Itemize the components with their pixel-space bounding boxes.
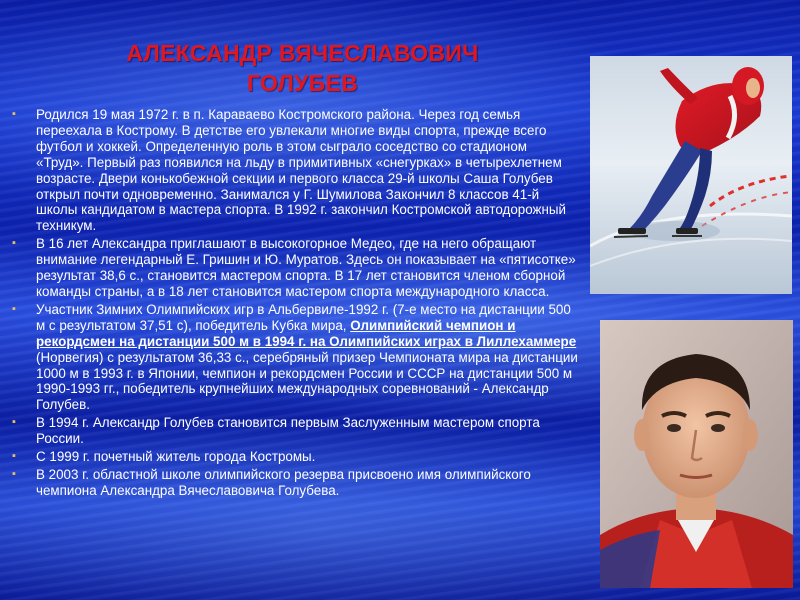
paragraph-text: Родился 19 мая 1972 г. в п. Караваево Костромского района. Через год семья переехала в Кострому. В детстве его увлекали многие виды спорта, прежде всего футбол и хоккей. Определенную роль в этом сыграло соседство со стадионом «Труд». Первый раз появился на льду в примитивных «снегурках» в четырехлетнем возрасте. Двери конькобежной секции и первого класса 29-й школы Саша Голубев открыл почти одновременно. Занимался у Г. Шумилова Закончил 8 классов 41-й школы кандидатом в мастера спорта. В 1992 г. закончил Костромской автодорожный техникум.	[36, 107, 566, 234]
bullet-icon: ▪	[12, 237, 16, 250]
list-item	[8, 107, 578, 234]
bullet-icon: ▪	[12, 302, 16, 315]
paragraph-text: В 2003 г. областной школе олимпийского резерва присвоено имя олимпийского чемпиона Александра Вячеславовича Голубева.	[36, 466, 531, 498]
paragraph-text-before: Участник Зимних Олимпийских игр в Альбервиле-1992 г. (7-е место на дистанции 500 м с результатом 37,51 с), победитель Кубка мира,	[36, 301, 571, 333]
bullet-icon: ▪	[12, 108, 16, 120]
paragraph-text: В 1994 г. Александр Голубев становится первым Заслуженным мастером спорта России.	[36, 415, 540, 447]
bullet-icon: ▪	[12, 416, 16, 429]
slide-title	[30, 38, 575, 98]
title-line-1: АЛЕКСАНДР ВЯЧЕСЛАВОВИЧ	[126, 40, 479, 66]
paragraph-text-after: (Норвегия) с результатом 36,33 с., серебряный призер Чемпионата мира на дистанции 1000 м в 1993 г. в Японии, чемпион и рекордсмен России и СССР на дистанции 500 м 1990-1993 гг., победитель крупнейших международных соревнований - Александр Голубев.	[36, 349, 578, 413]
paragraph-text: В 16 лет Александра приглашают в высокогорное Медео, где на него обращают внимание легендарный Е. Гришин и Ю. Муратов. Здесь он показывает на «пятисотке» результат 38,6 с., становится мастером спорта. В 17 лет становится членом сборной команды страны, а в 18 лет становится мастером спорта международного класса.	[36, 236, 576, 299]
paragraph-text: С 1999 г. почетный житель города Костромы.	[36, 449, 316, 465]
list-item	[8, 449, 578, 465]
list-item	[8, 302, 578, 413]
olympic-champion-highlight: Олимпийский чемпион и рекордсмен на дистанции 500 м в 1994 г. на Олимпийских играх в Лиллехаммере	[36, 317, 577, 349]
biography-list	[8, 107, 578, 501]
bullet-icon: ▪	[12, 450, 16, 463]
list-item	[8, 467, 578, 499]
speed-skater-photo	[590, 56, 792, 294]
portrait-photo	[600, 320, 793, 588]
bullet-icon: ▪	[12, 467, 16, 480]
list-item	[8, 236, 578, 300]
list-item	[8, 415, 578, 447]
speed-skater-illustration	[590, 56, 792, 294]
portrait-illustration	[600, 320, 793, 588]
title-line-2: ГОЛУБЕВ	[246, 70, 359, 96]
